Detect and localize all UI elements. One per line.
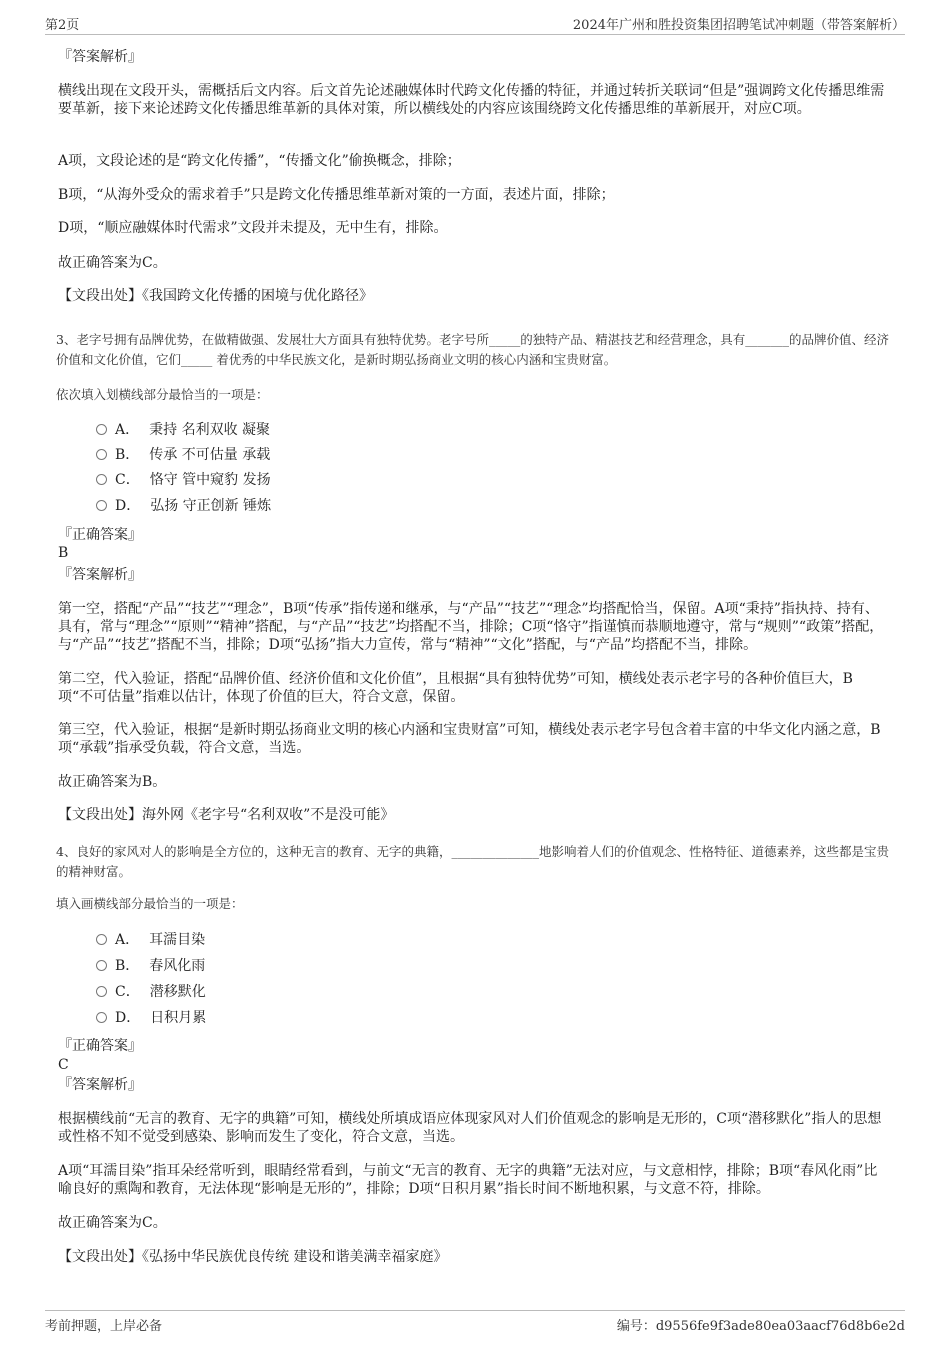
analysis-paragraph: 根据横线前“无言的教育、无字的典籍”可知，横线处所填成语应体现家风对人们价值观念的影响是无形的，C项“潜移默化”指人的思想或性格不知不觉受到感染、影响而发生了变化，符合文意，当选。 <box>58 1111 882 1145</box>
option-c[interactable]: C． 潜移默化 <box>96 982 206 1002</box>
question-prompt: 依次填入划横线部分最恰当的一项是： <box>56 387 269 402</box>
conclusion: 故正确答案为C。 <box>58 255 167 271</box>
source-citation: 【文段出处】海外网《老字号“名利双收”不是没可能》 <box>58 807 395 823</box>
radio-icon[interactable] <box>96 449 107 460</box>
page-number: 第2页 <box>45 18 80 33</box>
question-stem: 3、老字号拥有品牌优势，在做精做强、发展壮大方面具有独特优势。老字号所_____的独特产品、精湛技艺和经营理念，具有_______的品牌价值、经济价值和文化价值，它们_____ 着优秀的中华民族文化，是新时期弘扬商业文明的核心内涵和宝贵财富。 <box>56 332 889 367</box>
analysis-label: 『答案解析』 <box>58 49 142 65</box>
correct-answer: C <box>58 1057 69 1073</box>
question-prompt: 填入画横线部分最恰当的一项是： <box>56 896 244 911</box>
option-b[interactable]: B． 传承 不可估量 承载 <box>96 445 270 465</box>
analysis-paragraph: 第三空，代入验证，根据“是新时期弘扬商业文明的核心内涵和宝贵财富”可知，横线处表示老字号包含着丰富的中华文化内涵之意，B项“承载”指承受负载，符合文意，当选。 <box>58 722 881 756</box>
document-id: 编号：d9556fe9f3ade80ea03aacf76d8b6e2d <box>616 1319 905 1334</box>
correct-answer-label: 『正确答案』 <box>58 1038 142 1054</box>
option-d[interactable]: D． 日积月累 <box>96 1008 206 1028</box>
option-a[interactable]: A． 秉持 名利双收 凝聚 <box>96 420 270 440</box>
option-b[interactable]: B． 春风化雨 <box>96 956 205 976</box>
option-c[interactable]: C． 恪守 管中窥豹 发扬 <box>96 470 271 490</box>
page-header <box>45 12 905 35</box>
option-a[interactable]: A． 耳濡目染 <box>96 930 205 950</box>
footer-slogan: 考前押题，上岸必备 <box>45 1319 163 1334</box>
source-citation: 【文段出处】《我国跨文化传播的困境与优化路径》 <box>58 288 373 304</box>
radio-icon[interactable] <box>96 934 107 945</box>
analysis-label: 『答案解析』 <box>58 567 142 583</box>
radio-icon[interactable] <box>96 474 107 485</box>
analysis-paragraph: A项“耳濡目染”指耳朵经常听到，眼睛经常看到，与前文“无言的教育、无字的典籍”无法对应，与文意相悖，排除；B项“春风化雨”比喻良好的熏陶和教育，无法体现“影响是无形的”，排除；D项“日积月累”指长时间不断地积累，与文意不符，排除。 <box>58 1163 878 1197</box>
analysis-label: 『答案解析』 <box>58 1077 142 1093</box>
correct-answer-label: 『正确答案』 <box>58 527 142 543</box>
radio-icon[interactable] <box>96 986 107 997</box>
source-citation: 【文段出处】《弘扬中华民族优良传统 建设和谐美满幸福家庭》 <box>58 1249 448 1265</box>
conclusion: 故正确答案为C。 <box>58 1215 167 1231</box>
radio-icon[interactable] <box>96 500 107 511</box>
radio-icon[interactable] <box>96 424 107 435</box>
option-d[interactable]: D． 弘扬 守正创新 锤炼 <box>96 496 271 516</box>
analysis-paragraph: A项，文段论述的是“跨文化传播”，“传播文化”偷换概念，排除； <box>58 153 461 169</box>
question-stem: 4、良好的家风对人的影响是全方位的，这种无言的教育、无字的典籍，______________地影响着人们的价值观念、性格特征、道德素养，这些都是宝贵的精神财富。 <box>56 844 889 879</box>
page-footer <box>45 1310 905 1333</box>
analysis-paragraph: 第二空，代入验证，搭配“品牌价值、经济价值和文化价值”，且根据“具有独特优势”可知，横线处表示老字号的各种价值巨大，B项“不可估量”指难以估计，体现了价值的巨大，符合文意，保留。 <box>58 671 853 705</box>
conclusion: 故正确答案为B。 <box>58 774 167 790</box>
radio-icon[interactable] <box>96 1012 107 1023</box>
analysis-paragraph: 横线出现在文段开头，需概括后文内容。后文首先论述融媒体时代跨文化传播的特征，并通过转折关联词“但是”强调跨文化传播思维需要革新，接下来论述跨文化传播思维革新的具体对策，所以横线处的内容应该围绕跨文化传播思维的革新展开，对应C项。 <box>58 83 885 117</box>
correct-answer: B <box>58 545 69 561</box>
analysis-paragraph: D项，“顺应融媒体时代需求”文段并未提及，无中生有，排除。 <box>58 220 448 236</box>
radio-icon[interactable] <box>96 960 107 971</box>
document-title: 2024年广州和胜投资集团招聘笔试冲刺题（带答案解析） <box>572 18 905 33</box>
analysis-paragraph: B项，“从海外受众的需求着手”只是跨文化传播思维革新对策的一方面，表述片面，排除； <box>58 187 615 203</box>
analysis-paragraph: 第一空，搭配“产品”“技艺”“理念”，B项“传承”指传递和继承，与“产品”“技艺”“理念”均搭配恰当，保留。A项“秉持”指执持、持有、具有，常与“理念”“原则”“精神”搭配，与“产品”“技艺”均搭配不当，排除；C项“恪守”指谨慎而恭顺地遵守，常与“规则”“政策”搭配，与“产品”“技艺”搭配不当，排除；D项“弘扬”指大力宣传，常与“精神”“文化”搭配，与“产品”均搭配不当，排除。 <box>58 601 884 653</box>
